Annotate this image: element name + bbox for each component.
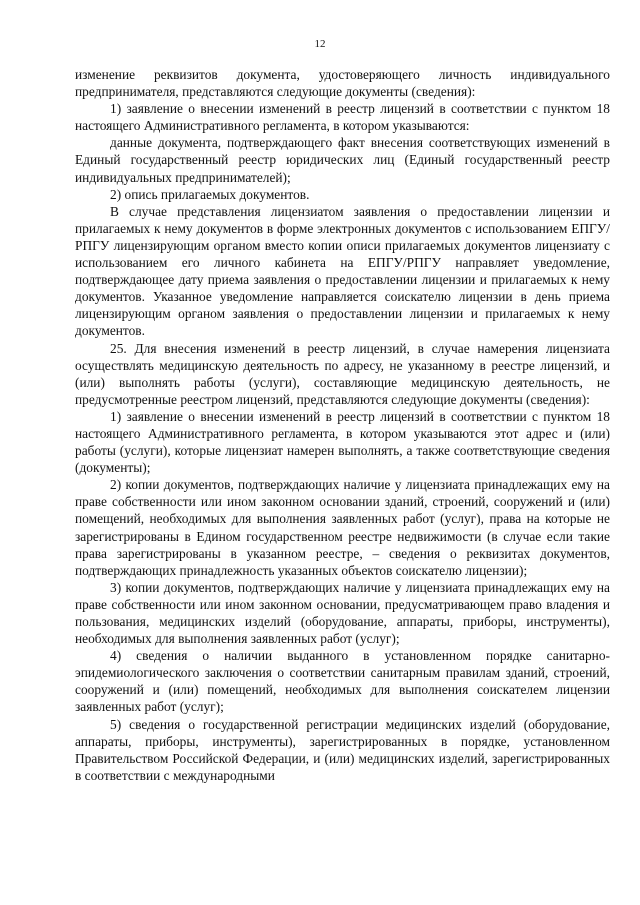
paragraph-electronic-submission: В случае представления лицензиатом заявления о предоставлении лицензии и прилагаемых к нему документов в форме электронных документов с использованием ЕПГУ/РПГУ лицензирующим органом вместо копии описи прилагаемых документов лицензиату с использованием его личного кабинета на ЕПГУ/РПГУ направляет уведомление, подтверждающее дату приема заявления о предоставлении лицензии и прилагаемых к нему документов. Указанное уведомление направляется соискателю лицензии в день приема лицензирующим органом заявления о предоставлении лицензии и прилагаемых к нему документов. <box>75 203 610 339</box>
paragraph-document-data: данные документа, подтверждающего факт внесения соответствующих изменений в Единый государственный реестр юридических лиц (Единый государственный реестр индивидуальных предпринимателей); <box>75 135 610 185</box>
paragraph-continuation: изменение реквизитов документа, удостоверяющего личность индивидуального предпринимателя, представляются следующие документы (сведения): <box>75 67 610 100</box>
page-number: 12 <box>314 38 326 50</box>
paragraph-clause-25-item-5: 5) сведения о государственной регистрации медицинских изделий (оборудование, аппараты, приборы, инструменты), зарегистрированных в порядке, установленном Правительством Российской Федерации, и (или) медицинских изделий, зарегистрированных в соответствии с международными <box>75 716 610 783</box>
paragraph-item-2-inventory: 2) опись прилагаемых документов. <box>110 186 310 202</box>
paragraph-clause-25-item-4: 4) сведения о наличии выданного в установленном порядке санитарно-эпидемиологического заключения о соответствии санитарным правилам зданий, строений, сооружений и (или) помещений, необходимых для выполнения соискателем лицензии заявленных работ (услуг); <box>75 648 610 715</box>
paragraph-clause-25-item-2: 2) копии документов, подтверждающих наличие у лицензиата принадлежащих ему на праве собственности или ином законном основании зданий, строений, сооружений и (или) помещений, необходимых для выполнения заявленных работ (услуг), права на которые не зарегистрированы в Едином государственном реестре недвижимости (в случае если такие права зарегистрированы в указанном реестре, – сведения о реквизитах документов, подтверждающих принадлежность указанных объектов соискателю лицензии); <box>75 477 610 578</box>
paragraph-clause-25-item-3: 3) копии документов, подтверждающих наличие у лицензиата принадлежащих ему на праве собственности или ином законном основании, предусматривающем право владения и пользования, медицинских изделий (оборудование, аппараты, приборы, инструменты), необходимых для выполнения заявленных работ (услуг); <box>75 579 610 647</box>
paragraph-clause-25: 25. Для внесения изменений в реестр лицензий, в случае намерения лицензиата осуществлять медицинскую деятельность по адресу, не указанному в реестре лицензий, и (или) выполнять работы (услуги), составляющие медицинскую деятельность, не предусмотренные реестром лицензий, представляются следующие документы (сведения): <box>75 340 610 407</box>
document-body <box>75 66 610 784</box>
paragraph-item-1-application: 1) заявление о внесении изменений в реестр лицензий в соответствии с пунктом 18 настоящего Административного регламента, в котором указываются: <box>75 101 610 134</box>
paragraph-clause-25-item-1: 1) заявление о внесении изменений в реестр лицензий в соответствии с пунктом 18 настоящего Административного регламента, в котором указываются этот адрес и (или) работы (услуги), которые лицензиат намерен выполнять, а также соответствующие сведения (документы); <box>75 408 610 476</box>
